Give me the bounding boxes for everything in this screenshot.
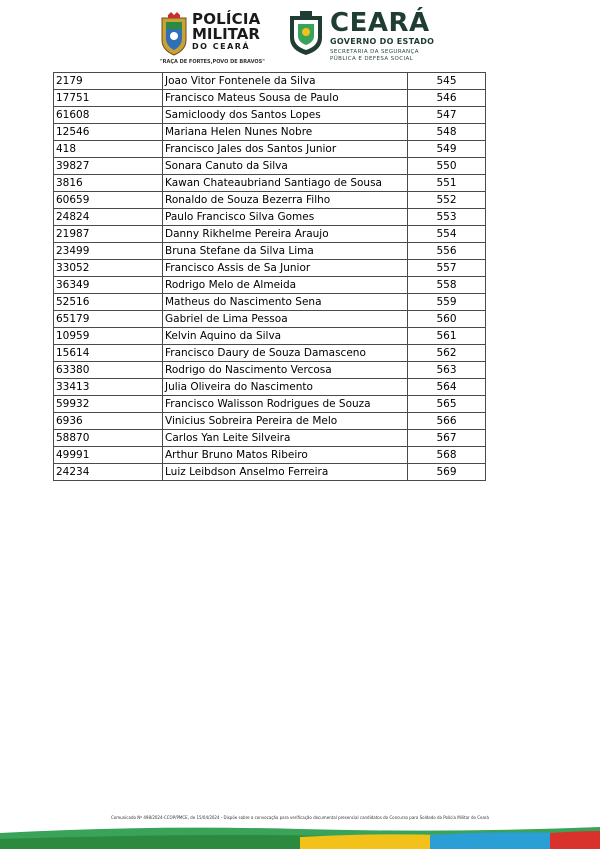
- governo-subtitle: GOVERNO DO ESTADO: [330, 37, 435, 46]
- candidate-position-cell: 568: [408, 447, 486, 464]
- candidate-id-cell: 49991: [54, 447, 163, 464]
- table-row: [54, 328, 486, 345]
- table-row: [54, 192, 486, 209]
- candidate-id-cell: 33052: [54, 260, 163, 277]
- table-row: [54, 430, 486, 447]
- candidate-name-cell: Luiz Leibdson Anselmo Ferreira: [163, 464, 408, 481]
- candidate-name-cell: Francisco Daury de Souza Damasceno: [163, 345, 408, 362]
- candidate-position-cell: 552: [408, 192, 486, 209]
- candidate-position-cell: 551: [408, 175, 486, 192]
- candidate-name-cell: Joao Vitor Fontenele da Silva: [163, 73, 408, 90]
- table-row: [54, 464, 486, 481]
- candidate-id-cell: 63380: [54, 362, 163, 379]
- candidate-name-cell: Kawan Chateaubriand Santiago de Sousa: [163, 175, 408, 192]
- candidate-name-cell: Matheus do Nascimento Sena: [163, 294, 408, 311]
- table-row: [54, 175, 486, 192]
- candidate-id-cell: 65179: [54, 311, 163, 328]
- candidate-name-cell: Rodrigo Melo de Almeida: [163, 277, 408, 294]
- candidate-position-cell: 560: [408, 311, 486, 328]
- candidate-id-cell: 23499: [54, 243, 163, 260]
- secretaria-line2: PÚBLICA E DEFESA SOCIAL: [330, 56, 414, 62]
- candidate-name-cell: Mariana Helen Nunes Nobre: [163, 124, 408, 141]
- candidate-name-cell: Arthur Bruno Matos Ribeiro: [163, 447, 408, 464]
- candidate-name-cell: Francisco Walisson Rodrigues de Souza: [163, 396, 408, 413]
- table-row: [54, 311, 486, 328]
- candidate-position-cell: 546: [408, 90, 486, 107]
- governo-ceara-logo: [288, 10, 448, 66]
- table-row: [54, 277, 486, 294]
- candidate-name-cell: Ronaldo de Souza Bezerra Filho: [163, 192, 408, 209]
- candidate-name-cell: Samicloody dos Santos Lopes: [163, 107, 408, 124]
- table-row: [54, 362, 486, 379]
- candidate-id-cell: 24824: [54, 209, 163, 226]
- candidate-id-cell: 59932: [54, 396, 163, 413]
- table-row: [54, 124, 486, 141]
- candidate-id-cell: 36349: [54, 277, 163, 294]
- candidate-name-cell: Sonara Canuto da Silva: [163, 158, 408, 175]
- candidate-position-cell: 562: [408, 345, 486, 362]
- candidate-position-cell: 550: [408, 158, 486, 175]
- candidate-id-cell: 61608: [54, 107, 163, 124]
- footer-color-band: [0, 823, 600, 849]
- candidate-id-cell: 21987: [54, 226, 163, 243]
- candidate-id-cell: 10959: [54, 328, 163, 345]
- candidate-name-cell: Carlos Yan Leite Silveira: [163, 430, 408, 447]
- candidates-table-body: [54, 73, 486, 481]
- candidate-id-cell: 12546: [54, 124, 163, 141]
- candidate-name-cell: Vinicius Sobreira Pereira de Melo: [163, 413, 408, 430]
- table-row: [54, 260, 486, 277]
- candidate-name-cell: Francisco Jales dos Santos Junior: [163, 141, 408, 158]
- table-row: [54, 158, 486, 175]
- candidate-id-cell: 15614: [54, 345, 163, 362]
- candidate-name-cell: Paulo Francisco Silva Gomes: [163, 209, 408, 226]
- secretaria-line1: SECRETARIA DA SEGURANÇA: [330, 49, 419, 55]
- candidate-position-cell: 559: [408, 294, 486, 311]
- candidate-name-cell: Rodrigo do Nascimento Vercosa: [163, 362, 408, 379]
- table-row: [54, 396, 486, 413]
- candidate-name-cell: Kelvin Aquino da Silva: [163, 328, 408, 345]
- candidate-name-cell: Danny Rikhelme Pereira Araujo: [163, 226, 408, 243]
- table-row: [54, 107, 486, 124]
- candidate-position-cell: 549: [408, 141, 486, 158]
- candidate-name-cell: Francisco Mateus Sousa de Paulo: [163, 90, 408, 107]
- candidate-id-cell: 39827: [54, 158, 163, 175]
- table-row: [54, 243, 486, 260]
- candidate-position-cell: 567: [408, 430, 486, 447]
- candidate-name-cell: Francisco Assis de Sa Junior: [163, 260, 408, 277]
- candidates-table: [53, 72, 486, 481]
- candidate-name-cell: Julia Oliveira do Nascimento: [163, 379, 408, 396]
- candidate-id-cell: 24234: [54, 464, 163, 481]
- table-row: [54, 345, 486, 362]
- candidate-name-cell: Bruna Stefane da Silva Lima: [163, 243, 408, 260]
- candidate-id-cell: 418: [54, 141, 163, 158]
- candidate-id-cell: 17751: [54, 90, 163, 107]
- candidate-name-cell: Gabriel de Lima Pessoa: [163, 311, 408, 328]
- table-row: [54, 226, 486, 243]
- candidate-position-cell: 557: [408, 260, 486, 277]
- candidate-id-cell: 52516: [54, 294, 163, 311]
- candidate-position-cell: 565: [408, 396, 486, 413]
- candidate-position-cell: 569: [408, 464, 486, 481]
- pm-title-line1: POLÍCIA: [192, 10, 261, 28]
- candidate-position-cell: 561: [408, 328, 486, 345]
- candidate-id-cell: 58870: [54, 430, 163, 447]
- ceara-title: CEARÁ: [330, 8, 430, 38]
- candidate-position-cell: 545: [408, 73, 486, 90]
- candidate-position-cell: 556: [408, 243, 486, 260]
- candidate-id-cell: 2179: [54, 73, 163, 90]
- table-row: [54, 209, 486, 226]
- table-row: [54, 73, 486, 90]
- candidate-position-cell: 554: [408, 226, 486, 243]
- candidate-id-cell: 60659: [54, 192, 163, 209]
- candidate-position-cell: 553: [408, 209, 486, 226]
- page-header: [0, 6, 600, 64]
- candidate-id-cell: 6936: [54, 413, 163, 430]
- pm-crest-icon: [158, 12, 190, 56]
- ceara-emblem-icon: [288, 10, 324, 56]
- table-row: [54, 90, 486, 107]
- candidate-position-cell: 566: [408, 413, 486, 430]
- candidate-position-cell: 564: [408, 379, 486, 396]
- policia-militar-logo: [158, 12, 268, 64]
- candidate-id-cell: 3816: [54, 175, 163, 192]
- table-row: [54, 379, 486, 396]
- table-row: [54, 413, 486, 430]
- table-row: [54, 141, 486, 158]
- candidate-id-cell: 33413: [54, 379, 163, 396]
- pm-title-line3: DO CEARÁ: [192, 42, 251, 51]
- table-row: [54, 294, 486, 311]
- pm-title-line2: MILITAR: [192, 25, 260, 43]
- candidate-position-cell: 563: [408, 362, 486, 379]
- candidate-position-cell: 548: [408, 124, 486, 141]
- pm-motto: "RAÇA DE FORTES,POVO DE BRAVOS": [160, 59, 265, 65]
- candidate-position-cell: 558: [408, 277, 486, 294]
- footer-note: Comunicado Nº 498/2024-CCOP/PMCE, de 15/04/2024 - Dispõe sobre a convocação para verificação documental presencial candidatos do Concurso para Soldado da Polícia Militar do Ceará: [110, 815, 489, 820]
- candidate-position-cell: 547: [408, 107, 486, 124]
- table-row: [54, 447, 486, 464]
